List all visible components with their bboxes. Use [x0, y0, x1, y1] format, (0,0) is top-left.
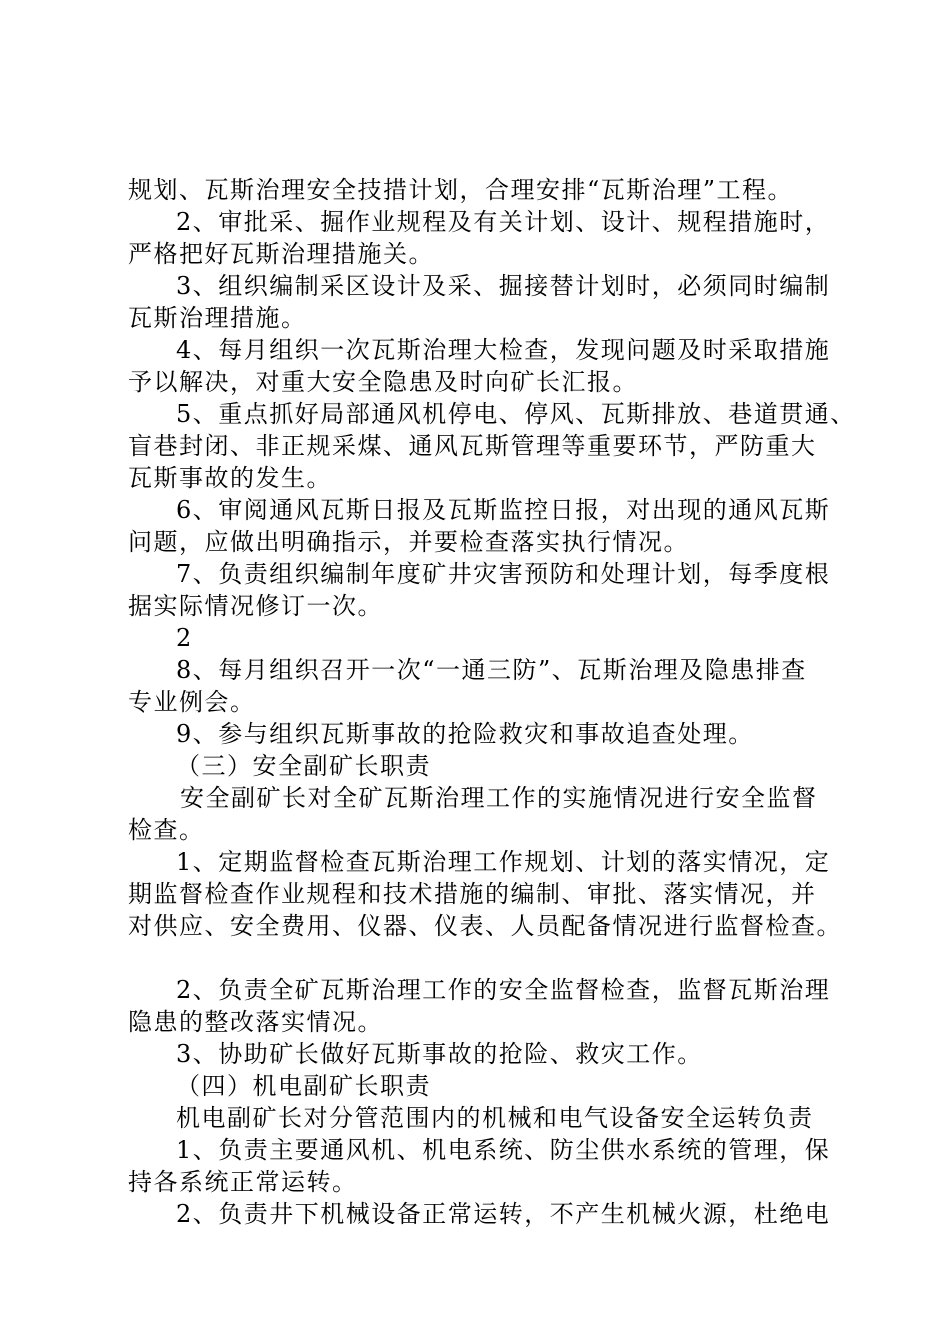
text-line: 7、负责组织编制年度矿井灾害预防和处理计划，每季度根 — [176, 560, 831, 588]
text-line: 9、参与组织瓦斯事故的抢险救灾和事故追查处理。 — [176, 720, 754, 748]
section-heading: （四）机电副矿长职责 — [176, 1072, 431, 1100]
section-heading: （三）安全副矿长职责 — [176, 752, 431, 780]
text-line: 瓦斯事故的发生。 — [128, 464, 332, 492]
text-line: 据实际情况修订一次。 — [128, 592, 383, 620]
text-line: 予以解决，对重大安全隐患及时向矿长汇报。 — [128, 368, 638, 396]
text-line: 规划、瓦斯治理安全技措计划，合理安排“瓦斯治理”工程。 — [128, 176, 794, 204]
text-line: 隐患的整改落实情况。 — [128, 1008, 383, 1036]
text-line: 2、负责井下机械设备正常运转，不产生机械火源，杜绝电 — [176, 1200, 831, 1228]
text-line: 检查。 — [128, 816, 205, 844]
text-line: 1、负责主要通风机、机电系统、防尘供水系统的管理，保 — [176, 1136, 831, 1164]
page-number: 2 — [176, 624, 193, 652]
text-line: 问题，应做出明确指示，并要检查落实执行情况。 — [128, 528, 689, 556]
text-line: 期监督检查作业规程和技术措施的编制、审批、落实情况，并 — [128, 880, 817, 908]
text-line: 8、每月组织召开一次“一通三防”、瓦斯治理及隐患排查 — [176, 656, 807, 684]
text-line: 1、定期监督检查瓦斯治理工作规划、计划的落实情况，定 — [176, 848, 831, 876]
text-line: 2、负责全矿瓦斯治理工作的安全监督检查，监督瓦斯治理 — [176, 976, 831, 1004]
text-line: 瓦斯治理措施。 — [128, 304, 307, 332]
text-line: 持各系统正常运转。 — [128, 1168, 358, 1196]
text-line: 3、协助矿长做好瓦斯事故的抢险、救灾工作。 — [176, 1040, 703, 1068]
text-line: 盲巷封闭、非正规采煤、通风瓦斯管理等重要环节，严防重大 — [128, 432, 817, 460]
text-line: 专业例会。 — [128, 688, 256, 716]
text-line: 严格把好瓦斯治理措施关。 — [128, 240, 434, 268]
text-line: 安全副矿长对全矿瓦斯治理工作的实施情况进行安全监督 — [180, 784, 818, 812]
text-line: 5、重点抓好局部通风机停电、停风、瓦斯排放、巷道贯通、 — [176, 400, 856, 428]
text-line: 2、审批采、掘作业规程及有关计划、设计、规程措施时， — [176, 208, 831, 236]
text-line: 3、组织编制采区设计及采、掘接替计划时，必须同时编制 — [176, 272, 831, 300]
text-line: 机电副矿长对分管范围内的机械和电气设备安全运转负责 — [176, 1104, 814, 1132]
text-line: 4、每月组织一次瓦斯治理大检查，发现问题及时采取措施 — [176, 336, 831, 364]
text-line: 6、审阅通风瓦斯日报及瓦斯监控日报，对出现的通风瓦斯 — [176, 496, 831, 524]
text-line: 对供应、安全费用、仪器、仪表、人员配备情况进行监督检查。 — [128, 912, 842, 940]
